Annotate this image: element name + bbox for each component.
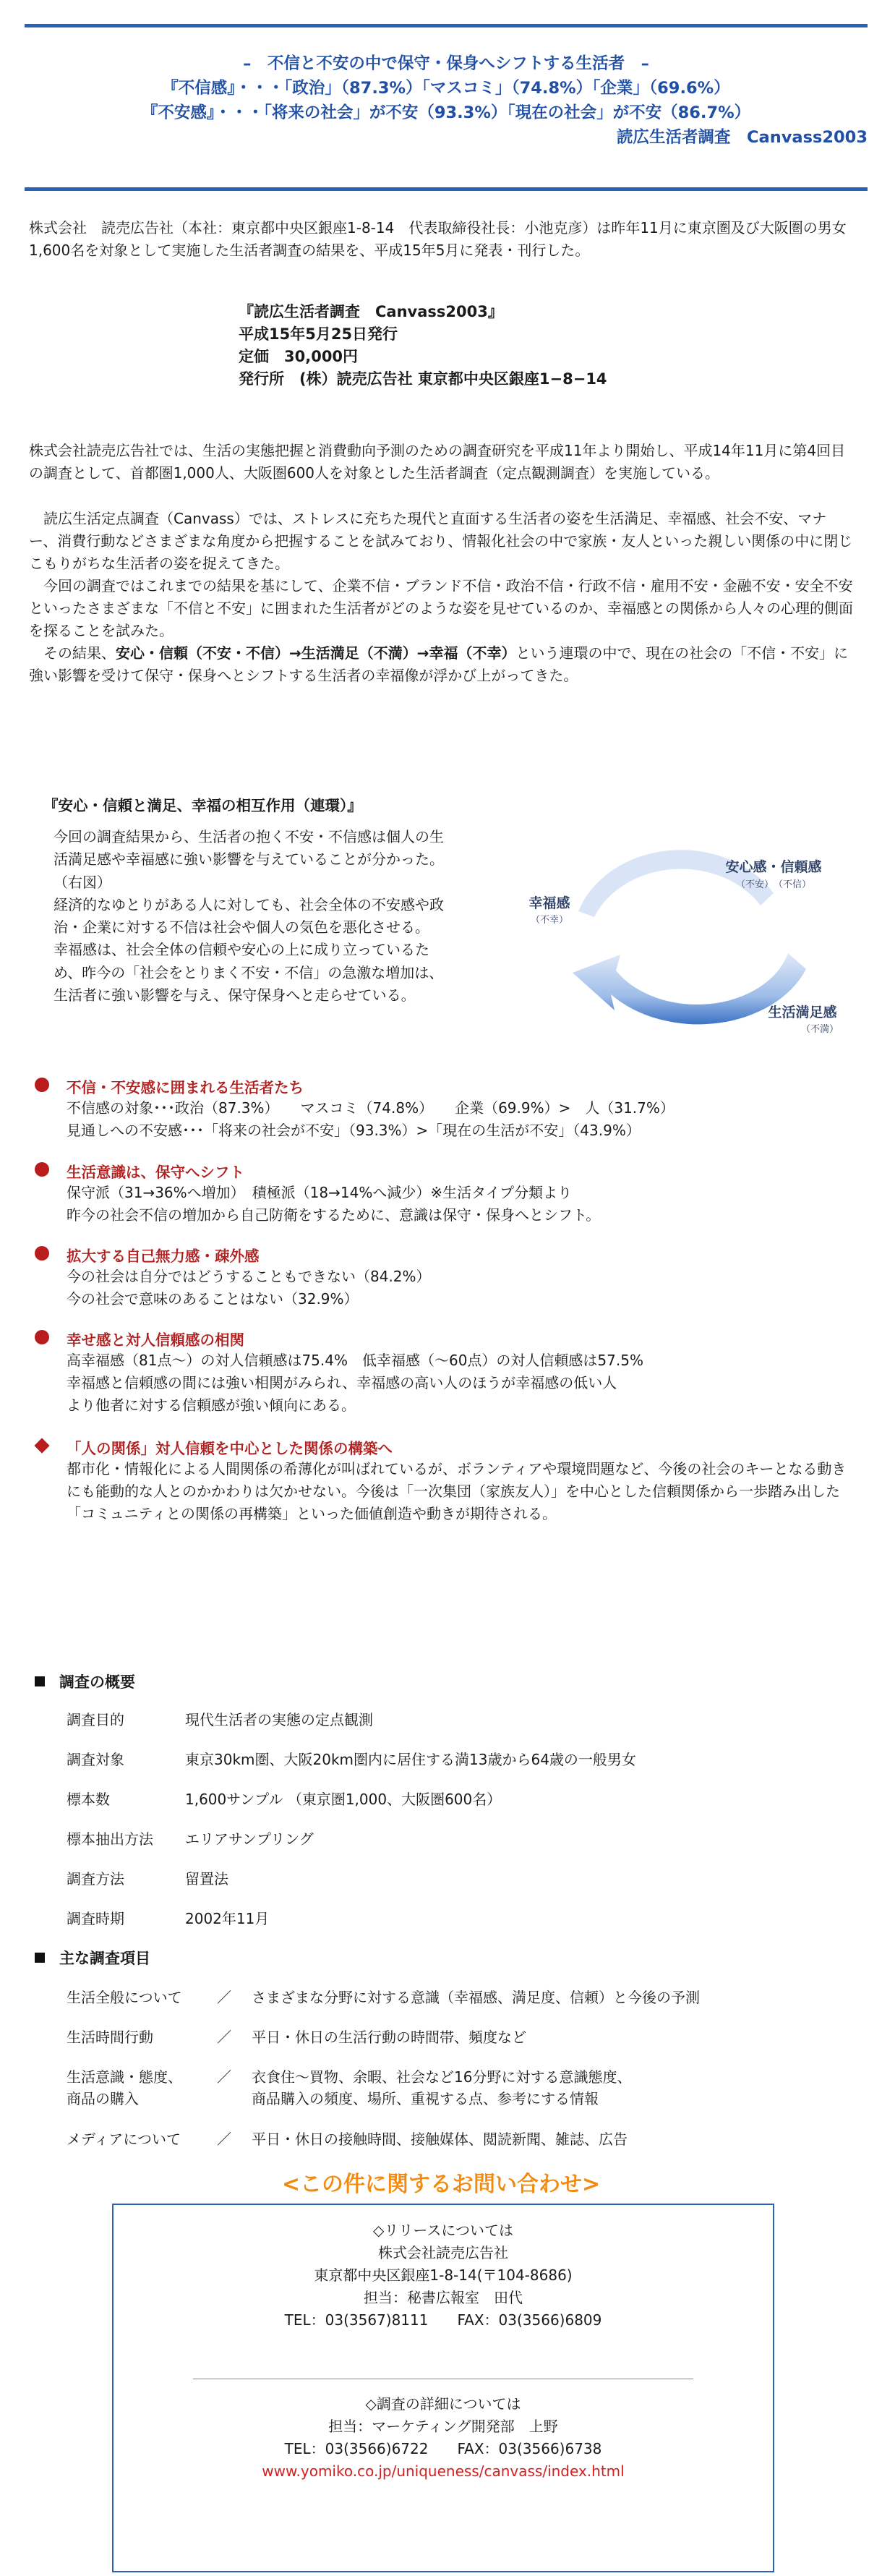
items-label: 生活全般について	[67, 1989, 182, 2006]
finding-line: より他者に対する信頼感が強い傾向にある。	[67, 1396, 356, 1414]
header-survey-name: 読広生活者調査 Canvass2003	[617, 128, 868, 147]
body-paragraph-2: 読広生活定点調査（Canvass）では、ストレスに充ちた現代と直面する生活者の姿を生活満足、幸福感、社会不安、マナー、消費行動などさまざまな角度から把握することを試みており、情報化社会の中で家族・友人といった親しい関係の中に閉じこもりがちな生活者の姿を捉えてきた。	[29, 510, 853, 572]
detail-heading: ◇調査の詳細については	[365, 2395, 521, 2413]
top-rule	[25, 24, 868, 27]
publication-publisher: 発行所 (株）読売広告社 東京都中央区銀座1−8−14	[239, 370, 607, 388]
finding-line: 見通しへの不安感･･･「将来の社会が不安」（93.3%）>「現在の生活が不安」（43.9%）	[67, 1122, 641, 1139]
bullet-dot-icon	[35, 1162, 49, 1177]
publication-info	[239, 301, 607, 391]
items-label: 生活時間行動	[67, 2029, 153, 2046]
cycle-sublabel-left: （不幸）	[530, 915, 569, 926]
body-p4-start: その結果、	[43, 644, 116, 662]
items-value: さまざまな分野に対する意識（幸福感、満足度、信頼）と今後の予測	[252, 1989, 700, 2006]
items-slash: ／	[217, 2068, 231, 2086]
finding-line: 今の社会は自分ではどうすることもできない（84.2%）	[67, 1268, 431, 1285]
release-contact: 担当：秘書広報室 田代	[364, 2289, 523, 2306]
items-slash: ／	[217, 1989, 231, 2006]
cycle-text-line: 生活者に強い影響を与え、保守保身へと走らせている。	[53, 986, 416, 1005]
overview-label: 調査対象	[67, 1751, 124, 1768]
finding-3	[35, 1244, 859, 1310]
finding-1	[35, 1075, 859, 1142]
company-address: 東京都中央区銀座1-8-14(〒104-8686)	[314, 2266, 573, 2284]
overview-label: 調査時期	[67, 1910, 124, 1927]
finding-line: 不信感の対象･･･政治（87.3%） マスコミ（74.8%） 企業（69.9%）> 人（31.7%）	[67, 1099, 675, 1117]
bullet-dot-icon	[35, 1246, 49, 1261]
finding-line: 幸福感と信頼感の間には強い相関がみられ、幸福感の高い人のほうが幸福感の低い人	[67, 1374, 617, 1391]
finding-title: 「人の関係」対人信頼を中心とした関係の構築へ	[67, 1440, 393, 1457]
finding-title: 拡大する自己無力感・疎外感	[67, 1248, 260, 1265]
overview-label: 標本数	[67, 1791, 110, 1808]
finding-paragraph: 都市化・情報化による人間関係の希薄化が叫ばれているが、ボランティアや環境問題など、今後の社会のキーとなる動きにも能動的な人とのかかわりは欠かせない。今後は「一次集団（家族友人）」を中心とした信頼関係から一歩踏み出した「コミュニティとの関係の再構築」といった価値創造や動きが期待される。	[67, 1460, 847, 1522]
finding-line: 昨今の社会不信の増加から自己防衛をするために、意識は保守・保身へとシフト。	[67, 1206, 601, 1224]
canvass-url-link[interactable]: www.yomiko.co.jp/uniqueness/canvass/index.html	[262, 2462, 625, 2480]
cycle-text-line: （右図）	[53, 873, 111, 891]
cycle-text-line: 今回の調査結果から、生活者の抱く不安・不信感は個人の生	[53, 828, 444, 845]
overview-label: 調査目的	[67, 1711, 124, 1728]
finding-4	[35, 1328, 859, 1417]
body-paragraph-4	[29, 642, 855, 687]
publication-title: 『読広生活者調査 Canvass2003』	[239, 303, 503, 320]
finding-title: 生活意識は、保守へシフト	[67, 1164, 244, 1181]
cycle-section-title: 『安心・信頼と満足、幸福の相互作用（連環）』	[43, 797, 362, 814]
intro-paragraph: 株式会社 読売広告社（本社：東京都中央区銀座1-8-14 代表取締役社長：小池克彦）は昨年11月に東京圏及び大阪圏の男女1,600名を対象として実施した生活者調査の結果を、平成15年5月に発表・刊行した。	[29, 219, 847, 259]
bullet-dot-icon	[35, 1078, 49, 1092]
overview-label: 標本抽出方法	[67, 1830, 153, 1848]
inquiry-title: <この件に関するお問い合わせ>	[281, 2172, 601, 2197]
cycle-label-bottom: 生活満足感	[768, 1005, 837, 1020]
bullet-diamond-icon	[34, 1438, 49, 1453]
release-phone: TEL：03(3567)8111 FAX：03(3566)6809	[284, 2311, 602, 2329]
square-bullet-icon	[35, 1953, 45, 1963]
items-label: メディアについて	[67, 2131, 181, 2148]
publication-date: 平成15年5月25日発行	[239, 325, 398, 343]
cycle-sublabel-bottom: （不満）	[800, 1024, 839, 1035]
body-p4-end: という連環の中で、現在の社会の「不信・不安」に強い影響を受けて保守・保身へとシフトする生活者の幸福像が浮かび上がってきた。	[29, 644, 849, 684]
overview-value: 1,600サンプル （東京圏1,000、大阪圏600名）	[185, 1791, 502, 1808]
items-value: 平日・休日の生活行動の時間帯、頻度など	[252, 2029, 526, 2046]
finding-5	[35, 1436, 859, 1525]
items-slash: ／	[217, 2029, 231, 2046]
finding-line: 高幸福感（81点〜）の対人信頼感は75.4% 低幸福感（〜60点）の対人信頼感は57.5%	[67, 1352, 643, 1369]
cycle-label-top: 安心感・信頼感	[725, 859, 822, 875]
finding-line: 今の社会で意味のあることはない（32.9%）	[67, 1290, 359, 1308]
header-bottom-rule	[25, 187, 868, 191]
items-value: 衣食住〜買物、余暇、社会など16分野に対する意識態度、 商品購入の頻度、場所、重視する点、参考にする情報	[252, 2068, 632, 2107]
finding-title: 幸せ感と対人信頼感の相関	[67, 1331, 244, 1349]
items-slash: ／	[217, 2131, 231, 2148]
bullet-dot-icon	[35, 1330, 49, 1344]
overview-label: 調査方法	[67, 1870, 124, 1888]
body-paragraph-1: 株式会社読売広告社では、生活の実態把握と消費動向予測のための調査研究を平成11年より開始し、平成14年11月に第4回目の調査として、首都圏1,000人、大阪圏600人を対象とした生活者調査（定点観測調査）を実施している。	[29, 442, 846, 482]
overview-value: 留置法	[185, 1870, 228, 1888]
cycle-sublabel-top: （不安） （不信）	[735, 879, 812, 890]
detail-phone: TEL：03(3566)6722 FAX：03(3566)6738	[284, 2440, 602, 2457]
cycle-label-left: 幸福感	[528, 895, 570, 911]
finding-title: 不信・不安感に囲まれる生活者たち	[67, 1079, 304, 1096]
header-subtitle: – 不信と不安の中で保守・保身へシフトする生活者 –	[243, 54, 649, 73]
finding-line: 保守派（31→36%へ増加） 積極派（18→14%へ減少）※生活タイプ分類より	[67, 1184, 573, 1201]
cycle-text-line: 活満足感や幸福感に強い影響を与えていることが分かった。	[53, 850, 444, 869]
cycle-description	[53, 826, 531, 1007]
items-value: 平日・休日の接触時間、接触媒体、閲読新聞、雑誌、広告	[252, 2131, 628, 2148]
header-distrust-line: 『不信感』・・・「政治」（87.3%）「マスコミ」（74.8%）「企業」（69.6%）	[162, 79, 730, 98]
body-p4-chain: 安心・信頼（不安・不信）→生活満足（不満）→幸福（不幸）	[116, 644, 516, 662]
overview-value: 現代生活者の実態の定点観測	[185, 1711, 373, 1728]
overview-value: エリアサンプリング	[185, 1830, 314, 1848]
inquiry-box	[112, 2204, 774, 2572]
cycle-text-line: め、昨今の「社会をとりまく不安・不信」の急激な増加は、	[53, 963, 444, 981]
cycle-text-line: 幸福感は、社会全体の信頼や安心の上に成り立っているた	[53, 941, 429, 959]
cycle-text-line: 経済的なゆとりがある人に対しても、社会全体の不安感や政	[53, 895, 444, 913]
header-anxiety-line: 『不安感』・・・「将来の社会」が不安（93.3%）「現在の社会」が不安（86.7%）	[141, 103, 751, 122]
detail-contact: 担当：マーケティング開発部 上野	[328, 2418, 558, 2435]
cycle-diagram	[528, 824, 860, 1056]
cycle-text-line: 治・企業に対する不信は社会や個人の気色を悪化させる。	[53, 918, 429, 937]
overview-heading: 調査の概要	[35, 1671, 135, 1692]
body-paragraph-3: 今回の調査ではこれまでの結果を基にして、企業不信・ブランド不信・政治不信・行政不信・雇用不安・金融不安・安全不安といったさまざまな「不信と不安」に囲まれた生活者がどのような姿を見せているのか、幸福感との関係から人々の心理的側面を探ることを試みた。	[29, 577, 853, 639]
items-heading: 主な調査項目	[35, 1947, 150, 1969]
items-label: 生活意識・態度、 商品の購入	[67, 2068, 182, 2107]
company-name: 株式会社読売広告社	[378, 2244, 508, 2261]
finding-2	[35, 1160, 859, 1227]
square-bullet-icon	[35, 1676, 45, 1686]
overview-value: 2002年11月	[185, 1910, 270, 1927]
release-heading: ◇リリースについては	[373, 2222, 513, 2239]
overview-value: 東京30km圏、大阪20km圏内に居住する満13歳から64歳の一般男女	[185, 1751, 636, 1768]
publication-price: 定価 30,000円	[239, 348, 359, 365]
